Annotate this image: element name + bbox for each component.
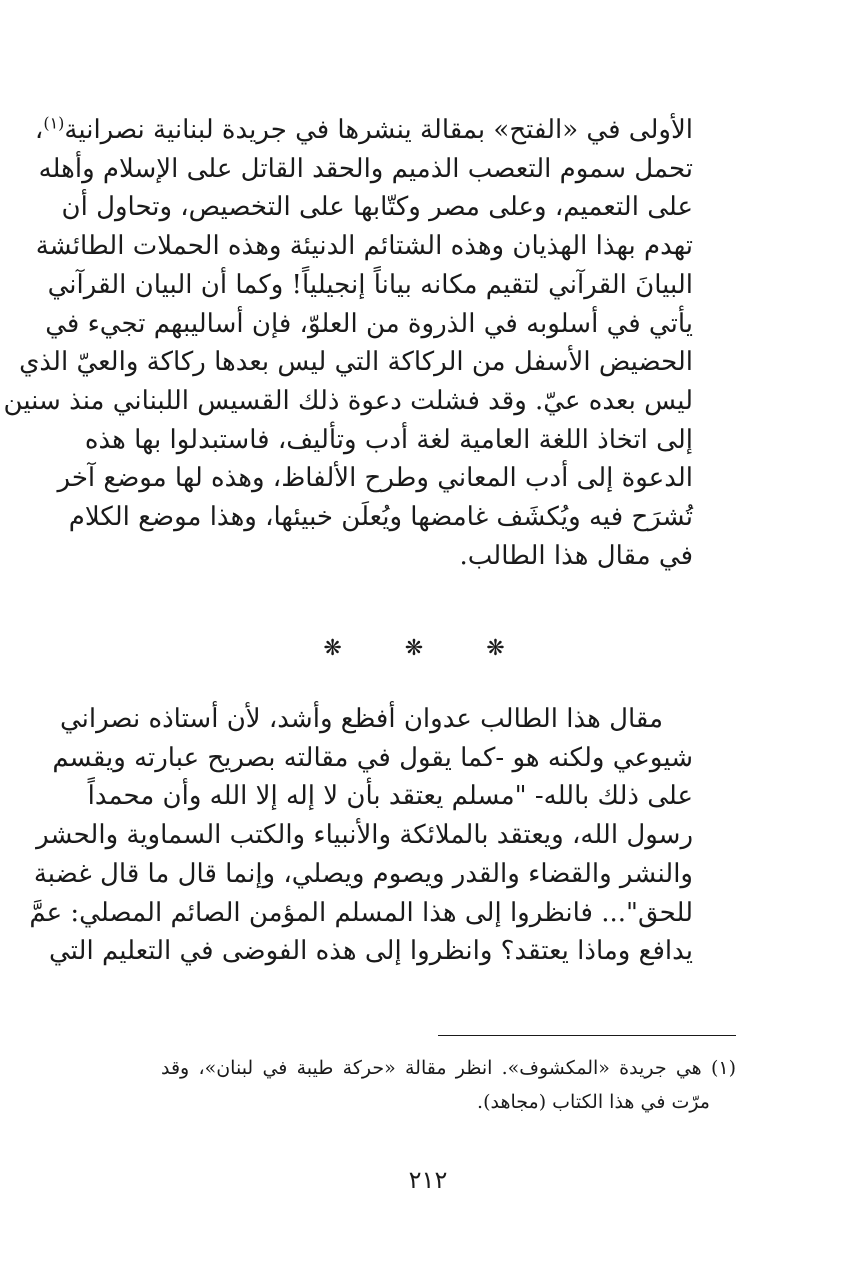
paragraph-1-line-5: البيانَ القرآني لتقيم مكانه بياناً إنجيلياً! وكما أن البيان القرآني <box>47 269 693 300</box>
paragraph-1-line-11: تُشرَح فيه ويُكشَف غامضها ويُعلَن خبيئها، وهذا موضع الكلام <box>68 502 693 533</box>
paragraph-2-line-5: والنشر والقضاء والقدر ويصوم ويصلي، وإنما قال ما قال غضبة <box>33 858 693 889</box>
paragraph-2-line-4: رسول الله، ويعتقد بالملائكة والأنبياء والكتب السماوية والحشر <box>36 820 693 851</box>
footnote-line-2: مرّت في هذا الكتاب (مجاهد). <box>477 1091 710 1113</box>
paragraph-2-line-7: يدافع وماذا يعتقد؟ وانظروا إلى هذه الفوضى في التعليم التي <box>49 936 693 967</box>
section-separator: ❋ ❋ ❋ <box>323 636 533 661</box>
footnote-reference: (١) <box>43 113 65 133</box>
paragraph-1-line-4: تهدم بهذا الهذيان وهذه الشتائم الدنيئة وهذه الحملات الطائشة <box>35 231 693 262</box>
footnote-line-1: (١) هي جريدة «المكشوف». انظر مقالة «حركة طيبة في لبنان»، وقد <box>161 1057 736 1079</box>
paragraph-1-line-6: يأتي في أسلوبه في الذروة من العلوّ، فإن أساليبهم تجيء في <box>45 308 693 339</box>
paragraph-1-line-12: في مقال هذا الطالب. <box>459 540 693 571</box>
paragraph-1-line-2: تحمل سموم التعصب الذميم والحقد القاتل على الإسلام وأهله <box>38 153 693 184</box>
paragraph-1-line-10: الدعوة إلى أدب المعاني وطرح الألفاظ، وهذه لها موضع آخر <box>57 463 693 494</box>
paragraph-2-line-2: شيوعي ولكنه هو -كما يقول في مقالته بصريح عبارته ويقسم <box>52 742 693 773</box>
paragraph-2-line-6: للحق"... فانظروا إلى هذا المسلم المؤمن الصائم المصلي: عمَّ <box>29 897 693 928</box>
page-number: ٢١٢ <box>408 1166 448 1194</box>
paragraph-1 <box>3 111 693 575</box>
footnote-divider <box>438 1035 736 1036</box>
paragraph-1-line-1: الأولى في «الفتح» بمقالة ينشرها في جريدة لبنانية نصرانية$^{(١)}$، <box>34 113 693 145</box>
paragraph-1-line-7: الحضيض الأسفل من الركاكة التي ليس بعدها ركاكة والعيّ الذي <box>19 347 693 378</box>
paragraph-1-line-3: على التعميم، وعلى مصر وكتّابها على التخصيص، وتحاول أن <box>61 192 693 223</box>
paragraph-1-line-8: ليس بعده عيّ. وقد فشلت دعوة ذلك القسيس اللبناني منذ سنين <box>3 385 693 416</box>
footnote <box>161 1051 736 1119</box>
paragraph-2-line-3: على ذلك بالله- "مسلم يعتقد بأن لا إله إلا الله وأن محمداً <box>87 781 693 812</box>
paragraph-2 <box>29 700 693 971</box>
paragraph-2-line-1: مقال هذا الطالب عدوان أفظع وأشد، لأن أستاذه نصراني <box>59 704 663 734</box>
paragraph-1-line-9: إلى اتخاذ اللغة العامية لغة أدب وتأليف، فاستبدلوا بها هذه <box>84 424 693 455</box>
